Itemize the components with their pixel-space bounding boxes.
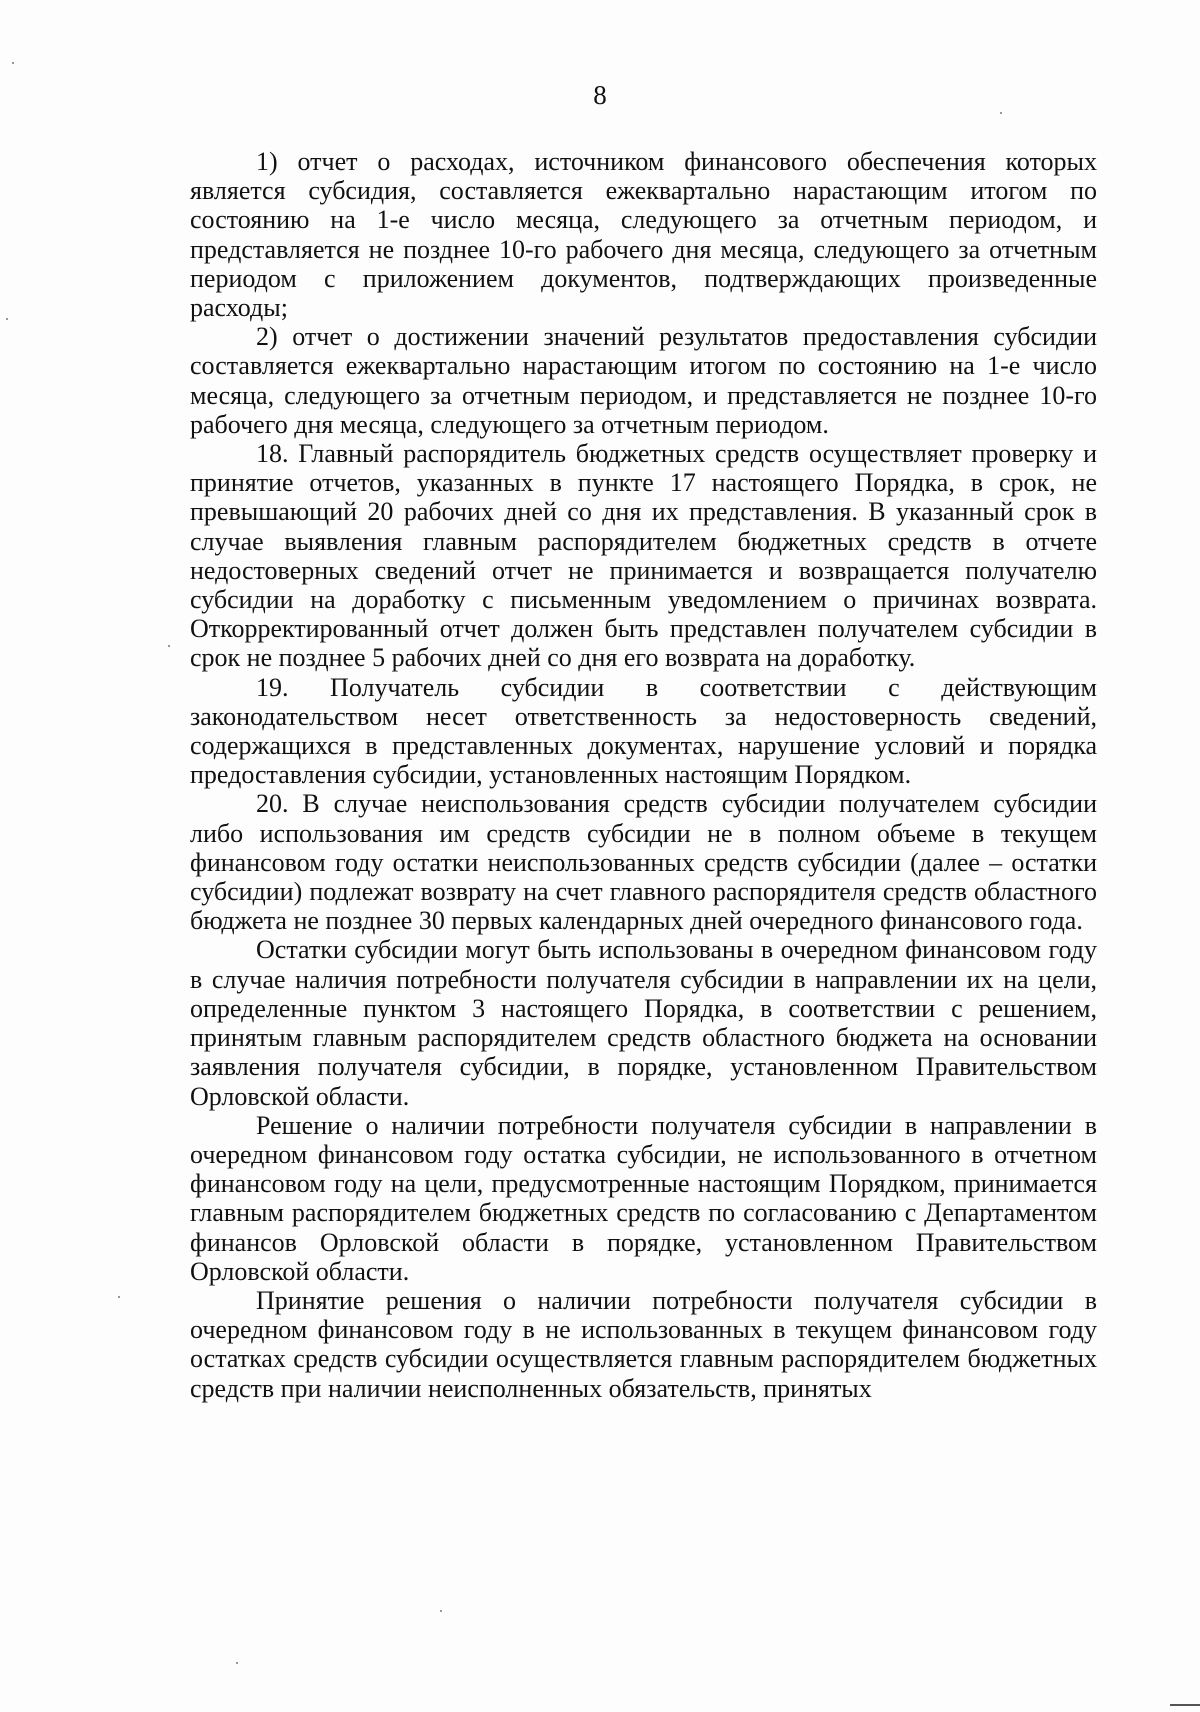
page-number: 8 [593,80,607,110]
scan-speck [168,645,170,647]
scan-edge-mark [1170,1704,1200,1706]
scan-speck [440,1610,442,1612]
paragraph-report-results: 2) отчет о достижении значений результатов предоставления субсидии составляется ежеквартально нарастающим итогом по состоянию на 1-е число месяца, следующего за отчетным периодом, и представляется не позднее 10-го рабочего дня месяца, следующего за отчетным периодом. [190,322,1097,439]
paragraph-20-subsidy-return: 20. В случае неиспользования средств субсидии получателем субсидии либо использования им средств субсидии не в полном объеме в текущем финансовом году остатки неиспользованных средств субсидии (далее – остатки субсидии) подлежат возврату на счет главного распорядителя средств областного бюджета не позднее 30 первых календарных дней очередного финансового года. [190,789,1097,936]
paragraph-decision-adoption: Принятие решения о наличии потребности получателя субсидии в очередном финансовом году в не использованных в текущем финансовом году остатках средств субсидии осуществляется главным распорядителем бюджетных средств при наличии неисполненных обязательств, принятых [190,1285,1097,1403]
scan-speck [1000,112,1002,114]
scan-speck [12,62,14,64]
document-body [190,147,1097,1403]
scan-speck [236,1662,238,1664]
scan-speck [118,1296,120,1298]
paragraph-report-expenses: 1) отчет о расходах, источником финансового обеспечения которых является субсидия, составляется ежеквартально нарастающим итогом по состоянию на 1-е число месяца, следующего за отчетным периодом, и представляется не позднее 10-го рабочего дня месяца, следующего за отчетным периодом с приложением документов, подтверждающих произведенные расходы; [190,147,1097,323]
scan-speck [6,318,8,320]
paragraph-need-decision: Решение о наличии потребности получателя субсидии в направлении в очередном финансовом году остатка субсидии, не использованного в отчетном финансовом году на цели, предусмотренные настоящим Порядком, принимается главным распорядителем бюджетных средств по согласованию с Департаментом финансов Орловской области в порядке, установленном Правительством Орловской области. [190,1110,1097,1286]
paragraph-subsidy-remainders-use: Остатки субсидии могут быть использованы в очередном финансовом году в случае наличия потребности получателя субсидии в направлении их на цели, определенные пунктом 3 настоящего Порядка, в соответствии с решением, принятым главным распорядителем средств областного бюджета на основании заявления получателя субсидии, в порядке, установленном Правительством Орловской области. [190,935,1097,1111]
paragraph-18-report-review: 18. Главный распорядитель бюджетных средств осуществляет проверку и принятие отчетов, указанных в пункте 17 настоящего Порядка, в срок, не превышающий 20 рабочих дней со дня их представления. В указанный срок в случае выявления главным распорядителем бюджетных средств в отчете недостоверных сведений отчет не принимается и возвращается получателю субсидии на доработку с письменным уведомлением о причинах возврата. Откорректированный отчет должен быть представлен получателем субсидии в срок не позднее 5 рабочих дней со дня его возврата на доработку. [190,439,1097,673]
paragraph-19-responsibility: 19. Получатель субсидии в соответствии с действующим законодательством несет ответственность за недостоверность сведений, содержащихся в представленных документах, нарушение условий и порядка предоставления субсидии, установленных настоящим Порядком. [190,672,1097,790]
